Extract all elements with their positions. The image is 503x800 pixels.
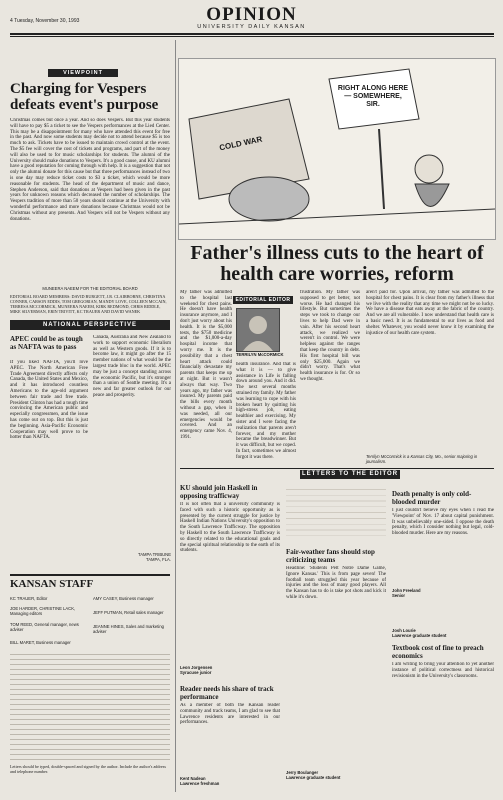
editorial-board: EDITORIAL BOARD MEMBERS: DAVID BURGETT, J.R. CLAIRBORNE, CHRISTINA CONNER, CARSON EDDIS, TOM GREGORIAN, MANDY LOVE, COLLEEN MCCAIN, TERRESA MCCORMICK, MUNEERA NAEEM, KIRK REDMOND, CHRIS RIDDLE, MIKE SILVERMAN, ERIN TRIVITT, KC TRAUER AND DAVID WANEK — [10, 294, 167, 314]
main-col-3: frustration. My father was supposed to get better, not worse. He had changed his lifestyle. But sometimes the steps we took to change our lives to help Dad were in vain. After his second heart attack, we realized we weren't in control. We were helpless against the ranges that keep the country in debt. His first hospital bill was only $25,000. Again we didn't worry. That's what health insurance is for. Or so we thought. — [300, 290, 360, 382]
section-title: OPINION — [206, 4, 297, 25]
header-rule — [10, 33, 494, 35]
cartoon-wall-text: COLD WAR — [218, 134, 264, 153]
staff-left-1: KC TRAUER, Editor — [10, 596, 48, 601]
letter-4-body: I just couldn't believe my eyes when I read the 'Viewpoint' of Nov. 17 about capital punishment. It was unbelievably one-sided. I oppose the death penalty, which I consider nothing but legal, cold-blooded murder. Here are my reasons. — [392, 508, 494, 537]
letter-1-headline: KU should join Haskell in opposing trafficway — [180, 484, 258, 500]
letter-3-body: Headline: 'Students Pelt Notre Dame Game, Ignore Kansas.' This is from page seven! The football team struggled this year because of injuries and the loss of many good players. All the Kansan has to do is take pot shots and kick it while it's down. — [286, 566, 386, 600]
cartoon-sign-text: RIGHT ALONG HERE — SOMEWHERE, SIR. — [337, 85, 409, 108]
letter-1-signature: Leon Jorgensen Syracuse junior — [180, 665, 213, 675]
author-photo — [236, 308, 280, 352]
editorial-cartoon — [178, 58, 496, 240]
national-body-right: Canada, Australia and New Zealand to work to support economic liberalism as well as Western goods. If it is to become law, it might go after the 15 member nations of what would be the largest trade bloc in the world. APEC may be just a concept standing across the economic Pacific, but it's stronger than a union of Seattle meeting. It's a new and far greater outlook for our peace and prosperity. — [93, 335, 171, 398]
main-col-4: aren't paid for. Upon arrival, my father was admitted to the hospital for chest pains. It is clear from my father's illness that we live with the reality that any time we might not be so lucky. We have a disease that eats away at the fabric of the country. And we are all vulnerable. I now understand that health care is a basic need. It is as fundamental to our lives as food and shelter. Whatever, you would never know it by examining the injustice of our health care system. — [366, 290, 494, 336]
letter-continued — [286, 484, 386, 540]
main-headline: Father's illness cuts to the heart of health care worries, reform — [190, 242, 484, 285]
staff-listing-lines — [10, 650, 170, 760]
letter-5-preceding-signature: Josh Lourie Lawrence graduate student — [392, 628, 447, 638]
staff-left-4: BILL MARET, Business manager — [10, 640, 71, 645]
national-perspective-label: NATIONAL PERSPECTIVE — [10, 320, 170, 330]
staff-left-2: JOE HARDER, CHRISTINE LACK, Managing editors — [10, 606, 76, 616]
author-portrait-icon — [237, 309, 279, 351]
letters-rule — [180, 468, 494, 469]
viewpoint-label: VIEWPOINT — [48, 69, 118, 77]
column-divider-left — [175, 40, 176, 792]
letter-1-body: It is not often that a university community is faced with such a historic opportunity as is presented by the current struggle for justice by Haskell Indian Nations University's opposition to the South Lawrence Trafficway. The opposition by Haskell to the South Lawrence Trafficway is so directly related to the educational goals and the special spiritual relationship to the earth of its students. — [180, 502, 280, 554]
letter-4-headline: Death penalty is only cold-blooded murder — [392, 490, 472, 506]
national-body-left: If you liked NAFTA, you'll love APEC. The North American Free Trade Agreement directly affects only Canada, the United States and Mexico, and it has introduced countless Americans to the age-old argument between fair trade and free trade. President Clinton has had a tough time convincing the American public and especially congressmen, and the issue has come out on top. But this is just the beginning. Asia-Pacific Economic Cooperation may well prove to be hotter than NAFTA. — [10, 360, 88, 441]
kansan-staff-title: KANSAN STAFF — [10, 578, 94, 590]
letter-4-signature: John Freeland Senior — [392, 588, 421, 598]
newspaper-name: UNIVERSITY DAILY KANSAN — [197, 24, 306, 30]
letter-3-headline: Fair-weather fans should stop criticizing teams — [286, 548, 375, 564]
letter-3-signature: Jerry Boulanger Lawrence graduate student — [286, 770, 341, 780]
national-signature: TAMPA TRIBUNE TAMPA, FLA. — [137, 552, 171, 562]
letter-2-headline: Reader needs his share of track performance — [180, 685, 274, 701]
letter-2-signature: Kent Nadean Lawrence freshman — [180, 776, 220, 786]
letters-label: LETTERS TO THE EDITOR — [301, 471, 399, 477]
viewpoint-signature: MUNEERA NAEEM FOR THE EDITORIAL BOARD — [42, 286, 138, 291]
main-col-2: health insurance. And that is what it is — to give assistance in Life is falling down around you. And it did. The next several months strained my family. My father was learning to cope with his broken heart by quitting his high-stress job, eating healthier and exercising. My sister and I were facing the realization that parents aren't forever, and my mother became the breadwinner. But it was difficult, but we coped. In fact, sometimes we almost forgot it was there. — [236, 362, 296, 460]
viewpoint-headline: Charging for Vespers defeats event's purpose — [10, 81, 159, 113]
letter-5-body: I am writing to bring your attention to yet another instance of political correctness and historical revisionism in the University's classrooms. — [392, 662, 494, 679]
staff-right-3: JEANNE HINES, Sales and marketing adviser — [93, 624, 164, 634]
national-headline: APEC could be as tough as NAFTA was to pass — [10, 335, 83, 351]
staff-footer: Letters should be typed, double-spaced and signed by the author. Include the author's address and telephone number. — [10, 764, 166, 774]
staff-right-2: JEFF PUTMAN, Retail sales manager — [93, 610, 164, 615]
staff-right-1: AMY CASEY, Business manager — [93, 596, 154, 601]
editorial-editor-label: EDITORIAL EDITOR — [233, 296, 293, 304]
staff-left-3: TOM REED, General manager, news adviser — [10, 622, 79, 632]
author-name: TERRILYN McCORMICK — [236, 352, 284, 357]
page-dateline: 4 Tuesday, November 30, 1993 — [10, 18, 80, 24]
letter-5-headline: Textbook cost of fine to preach economics — [392, 644, 484, 660]
viewpoint-body: Christmas comes but once a year. And so does Vespers. But this year students will have to pay $5 a ticket to see the Vespers performances at the Lied Center. This may be a disappointment for many who have attended this event for free in the past. And now some students may decide not to attend because $5 is too much to ask. Tickets have to be issued to maintain crowd control at the event. The $5 fee will cover the cost of tickets and programs, and part of the money will also be used to for music scholarships for students. The alumni of the University should make donations to Vespers. It's a good cause, and KU alumni have a good reputation for coming through with help. It is a suggestion that not only the alumni donate for this cause but that three performances instead of two is one day may reduce ticket costs to $3 a ticket, which would be more reasonable for students. The head of the department of music and dance, Stephen Anderson, said that donations at Vespers had been given in the past years for unknown reasons which decreased the number of scholarships. The Vespers tradition of more than 50 years should continue at the University with wonderful performance and more donations because Christmas would not be Christmas without any presents. And Vespers will not be Vespers without any donations. — [10, 118, 170, 222]
author-bio: Terrilyn McCormick is a Kansas City, Mo., senior majoring in journalism. — [366, 454, 478, 464]
letter-2-body: As a member of both the Kansan reader community and track teams, I am glad to see that Lawrence residents are interested in our performances. — [180, 703, 280, 726]
main-col-1: My father was admitted to the hospital last weekend for chest pains. He doesn't have health insurance anymore, and I don't just worry about his health. It is the $5,000 tests, the $750 medicine and the $1,000-a-day hospital income that worry me. It is the possibility that a chest heart attack could financially devastate my parents that keeps me up at night. But it wasn't always that way. Two years ago, my father was insured. My parents paid the bills every month without a gap, when it was needed, all our emergencies would be covered. And an emergency came Nov. 4, 1991. — [180, 290, 232, 440]
header-rule-thin — [10, 36, 494, 37]
